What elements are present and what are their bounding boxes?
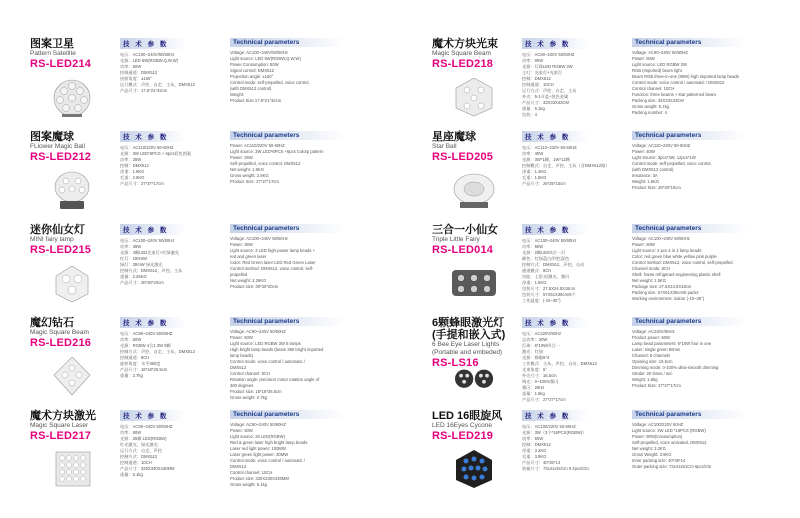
magic-laser-image — [38, 448, 100, 490]
english-specs — [230, 38, 415, 104]
spec-line: Channel: 8 channels — [632, 353, 671, 358]
spec-line: 功率：50W — [120, 337, 142, 342]
spec-line: Gross weight: 2.7kg — [230, 395, 268, 400]
spec-line: 产品尺寸：40*36*14 — [522, 460, 561, 465]
spec-line: 光源：3W*1颗，1W*12颗 — [522, 157, 570, 162]
product-model: RS-LED217 — [30, 430, 92, 442]
spec-line: Weight: 1.6kg — [632, 377, 658, 382]
spec-line: Packing number: 4 — [632, 110, 667, 115]
spec-line: Net weight: 3.2KG — [632, 446, 666, 451]
spec-line: Lamp bead parameters: 6*10W four in one — [632, 341, 712, 346]
spec-line: 产品尺寸：33X33X43CM — [522, 100, 570, 105]
product-led212 — [30, 123, 420, 213]
cyclone-light-image — [440, 448, 502, 490]
product-name-en: LED 16Eyes Cycone — [432, 422, 492, 429]
spec-line: 功率：50W — [120, 64, 142, 69]
magic-diamond-image — [38, 355, 100, 397]
product-name-cn: 三合一小仙女 — [432, 224, 498, 236]
spec-line: 重量：2.7kg — [120, 373, 143, 378]
spec-line: 毛重：3.9KG — [522, 454, 547, 459]
english-specs — [230, 317, 415, 401]
header-en: Technical parameters — [632, 131, 748, 140]
spec-line: 功率：60W — [522, 244, 544, 249]
spec-line: Power: 36W — [230, 242, 253, 247]
spec-line: Laser: single green 50mw — [632, 347, 680, 352]
spec-line: High bright lamp beads (beam 360 bright imported — [230, 347, 324, 352]
header-en: Technical parameters — [230, 317, 346, 326]
header-cn: 技 术 参 数 — [120, 317, 186, 328]
chinese-specs — [120, 131, 215, 187]
spec-line: 毛重：1.5KG — [522, 175, 547, 180]
spec-line: Working environment: indoor (-10~35°) — [632, 296, 705, 301]
spec-line: 功率：25W — [120, 157, 142, 162]
chinese-specs — [522, 38, 617, 118]
spec-line: 净重：3.2KG — [522, 448, 547, 453]
spec-line: Opening size: 16.5cm — [632, 359, 673, 364]
spec-line: 控制方式：DMX512，声控，自动 — [522, 262, 585, 267]
spec-line: 频闪：20Hz — [522, 385, 545, 390]
spec-line: 运行方式：声控、自走、主从 — [522, 88, 577, 93]
spec-line: 光源：2颗LED/4合一灯 — [522, 250, 566, 255]
spec-line: 电压：AC110~220V 50-60HZ — [522, 145, 577, 150]
spec-line: Light source: LED RGBW 3W 8 lamps — [230, 341, 301, 346]
product-model: RS-LED215 — [30, 244, 92, 256]
product-title — [432, 38, 524, 71]
spec-line: Power Consumption: 50W — [230, 62, 279, 67]
spec-line: 控制通道：10CH — [522, 82, 554, 87]
spec-line: Product Size: 27*27*17cm — [632, 383, 681, 388]
english-specs — [230, 131, 415, 185]
spec-line: Product size: 30*30*20cm — [230, 284, 279, 289]
chinese-specs — [522, 317, 617, 403]
spec-line: Color: Red Green laser LED Red Green Laser — [230, 260, 316, 265]
spec-line: 旋转角度：水平360度 — [120, 361, 161, 366]
spec-line: 光源：LED 6W(RGBW,Q,W,W) — [120, 58, 179, 63]
spec-line: Power: 80W(Consumption) — [632, 434, 683, 439]
spec-line: Insurance: 3A — [632, 173, 658, 178]
spec-line: Light source: 3 LED high-power lamp beads + — [230, 248, 316, 253]
spec-line: DMX512 — [230, 464, 247, 469]
spec-line: Red & green laser high bright lamp beads — [230, 440, 308, 445]
triple-fairy-image — [440, 262, 502, 304]
english-specs — [230, 410, 415, 488]
spec-line: 工作温度：(-10~35°) — [522, 298, 561, 303]
spec-line: Product Size: 26*26*15cm — [632, 185, 681, 190]
product-name-en: MINI fairy lamp — [30, 236, 74, 243]
spec-line: 360 degrees — [230, 383, 254, 388]
spec-line: 包装：4 — [522, 112, 537, 117]
spec-line: Voltage: AC220V/50Hz — [632, 329, 675, 334]
product-led214 — [30, 30, 420, 120]
spec-line: 重量：5.1kg — [120, 472, 143, 477]
header-en: Technical parameters — [230, 131, 346, 140]
spec-line: Net weight: 1.5KG — [632, 278, 666, 283]
header-en: Technical parameters — [632, 224, 748, 233]
product-led205 — [432, 123, 800, 213]
spec-line: 毛重：2.6KG — [120, 175, 145, 180]
product-model: RS-LED214 — [30, 58, 92, 70]
spec-line: 红光激光、绿光激光 — [120, 442, 158, 447]
spec-line: Voltage: AC100~240V 50/60Hz — [632, 236, 690, 241]
header-en: Technical parameters — [632, 38, 748, 47]
spec-line: 功率：60W — [120, 430, 142, 435]
header-en: Technical parameters — [632, 410, 748, 419]
spec-line: Power: 80W — [632, 56, 655, 61]
spec-line: 产品尺寸：27*27*17cm — [522, 397, 566, 402]
product-title — [30, 410, 122, 443]
english-specs — [230, 224, 415, 290]
spec-line: 产品尺寸：330X330X430MM — [120, 466, 175, 471]
spec-line: Control channel: 10CH — [230, 470, 273, 475]
product-title — [432, 131, 524, 164]
english-specs — [632, 224, 800, 302]
spec-line: red and green laser — [230, 254, 267, 259]
spec-line: Rotation angle: precision motor rotation angle of — [230, 377, 320, 382]
product-model: RS-LED212 — [30, 151, 92, 163]
spec-line: Color: red green blue white yellow pink purple — [632, 254, 717, 259]
spec-line: Control method: DMX512, voice control, self-propelled — [632, 260, 733, 265]
star-ball-image — [440, 169, 502, 211]
spec-line: Voltage: AC100~240V 50/60Hz — [230, 236, 288, 241]
product-name-en: Pattern Satellite — [30, 50, 76, 57]
header-en: Technical parameters — [230, 224, 346, 233]
product-name-cn: 迷你仙女灯 — [30, 224, 85, 236]
spec-line: 净重：1.9KG — [120, 169, 145, 174]
english-specs — [632, 410, 800, 470]
left-column — [30, 30, 420, 492]
header-cn: 技 术 参 数 — [522, 131, 588, 142]
spec-line: 运行模式：声控、自走、主从、DMX512 — [120, 82, 195, 87]
english-specs — [632, 38, 800, 116]
spec-line: Self-propelled, voice control, DMX512 — [230, 161, 301, 166]
spec-line: Control mode: voice control / automatic / — [230, 359, 305, 364]
spec-line: 控制通道：10CH — [120, 460, 152, 465]
header-cn: 技 术 参 数 — [522, 410, 588, 421]
spec-line: 控制：DMX512 — [522, 442, 551, 447]
spec-line: 光源：灯珠LED RGBW 3W — [522, 64, 573, 69]
spec-line: 主灯：光束灯+光束灯 — [522, 70, 563, 75]
product-led219 — [432, 402, 800, 492]
spec-line: 电压：AC90~240V 50/60HZ — [522, 52, 575, 57]
header-cn: 技 术 参 数 — [120, 131, 186, 142]
spec-line: Voltage: AC90~240V 50/60HZ — [230, 329, 286, 334]
spec-line: Control mode: self-propelled, voice control, — [632, 161, 712, 166]
header-cn: 技 术 参 数 — [120, 224, 186, 235]
right-column — [432, 30, 800, 492]
product-model: RS-LED218 — [432, 58, 494, 70]
spec-line: 电压：AC110/220V 50-60HZ — [120, 145, 174, 150]
magic-ball-image — [38, 169, 100, 211]
spec-line: Strobe: 20 times / sec — [632, 371, 673, 376]
product-name-cn: 魔幻钻石 — [30, 317, 74, 329]
spec-line: 功率：40W — [522, 151, 544, 156]
spec-line: Package size: 27.5X24.5X18cm — [632, 284, 692, 289]
product-model: RS-LED014 — [432, 244, 494, 256]
chinese-specs — [120, 410, 215, 478]
spec-line: 产品尺寸：30*30*20cm — [120, 280, 164, 285]
chinese-specs — [522, 131, 617, 187]
spec-line: 外壳尺寸：16.5cm — [522, 373, 557, 378]
spec-line: Gross weight: 5.1kg — [632, 104, 670, 109]
header-cn: 技 术 参 数 — [522, 317, 588, 328]
spec-line: 颜色：红绿蓝白/四色混色 — [522, 256, 570, 261]
spec-line: 功能：七彩光/激光、频闪 — [522, 274, 570, 279]
product-name-cn: LED 16眼旋风 — [432, 410, 503, 422]
spec-line: 装箱尺寸：73x41x51Cm 6 4pcs/Ctn — [522, 466, 589, 471]
spec-line: Weight: — [230, 92, 245, 97]
spec-line: 光源：蜂眼6*4 — [522, 355, 550, 360]
product-model: RS-LED205 — [432, 151, 494, 163]
spec-line: Dimming mode: 0-100% ultra-smooth dimming — [632, 365, 719, 370]
spec-line: Voltage: AC110~220V 50-60HZ — [632, 143, 691, 148]
spec-line: Product size: 18*18*26.5cm — [230, 389, 282, 394]
product-name-en: Star Ball — [432, 143, 457, 150]
product-led216 — [30, 309, 420, 399]
spec-line: Packing size: 33X33X43CM — [632, 98, 684, 103]
product-led218 — [432, 30, 800, 120]
spec-line: Control method: DMX512, voice control, self- — [230, 266, 314, 271]
spec-line: Product power: 60W — [632, 335, 670, 340]
chinese-specs — [522, 410, 617, 472]
spec-line: 电压：AC100~240V/60/50Hz — [120, 52, 175, 57]
spec-line: 控制方式：声控、自走、主从、DMX512 — [120, 349, 195, 354]
spec-line: Voltage: AC100~240V/60/50Hz — [230, 50, 288, 55]
spec-line: 净重：1.5KG — [522, 280, 547, 285]
spec-line: 电压：AC220V/50Hz — [522, 331, 562, 336]
spec-line: 电压：AC100~240V 50/60Hz — [120, 238, 175, 243]
spec-line: Net weight: 2.26KG — [230, 278, 267, 283]
product-model: RS-LED219 — [432, 430, 494, 442]
spec-line: 控制：DMX512 — [522, 76, 551, 81]
header-en: Technical parameters — [230, 38, 346, 47]
spec-line: Inner packing size: 40*36*14 — [632, 458, 686, 463]
spec-line: 产品尺寸：26*26*15cm — [522, 181, 566, 186]
fairy-lamp-image — [38, 262, 100, 304]
product-title — [30, 317, 122, 350]
spec-line: 总功率：20W — [522, 337, 548, 342]
spec-line: Light source: 25 LED(RGBW) — [230, 434, 285, 439]
satellite-light-image — [38, 76, 100, 118]
spec-line: 通道模式：8CH — [522, 268, 552, 273]
spec-line: Power: 40W — [632, 149, 655, 154]
product-led215 — [30, 216, 420, 306]
spec-line: Control channel: 10CH — [632, 86, 675, 91]
spec-line: Control mode: voice control / automatic / — [230, 458, 305, 463]
spec-line: Signal control: DMX512 — [230, 68, 274, 73]
spec-line: Gross weight: 2.6KG — [230, 173, 269, 178]
spec-line: 红灯：100mW — [120, 256, 147, 261]
spec-line: 灯珠：6*10W四合一 — [522, 343, 560, 348]
spec-line: 重量：1.6kg — [522, 391, 545, 396]
spec-line: Outer packing size: 73x41x51Cm 6pcs/Ctn — [632, 464, 712, 469]
product-name-cn: 6颗蜂眼激光灯(手提和嵌入式) — [432, 317, 506, 341]
spec-line: 电压：AC90~240V 50/60HZ — [120, 331, 173, 336]
product-title — [30, 38, 122, 71]
product-name-en: Triple Little Fairy — [432, 236, 480, 243]
spec-line: propelled — [230, 272, 248, 277]
spec-line: Light source: 2 pcs 4 in 1 lamp beads — [632, 248, 702, 253]
spec-line: Control channel: 8CH — [230, 371, 271, 376]
header-en: Technical parameters — [230, 410, 346, 419]
spec-line: 光源：3W LED*6PCS + 6pcs彩色图案 — [120, 151, 192, 156]
spec-line: Packing size: 57X51X39cm/6 packs — [632, 290, 699, 295]
spec-line: 功率：36W — [120, 244, 142, 249]
english-specs — [632, 131, 800, 191]
spec-line: 产品尺寸：17.5*21*32cm — [120, 88, 168, 93]
spec-line: Light source: LED 6W(RGBW,Q,W,W) — [230, 56, 301, 61]
spec-line: Light source: 3W LED*6PCS +6pcs Colorp pattern — [230, 149, 324, 154]
spec-line: 控制：DMX512 — [120, 163, 149, 168]
spec-line: (with DMX512 control) — [632, 167, 674, 172]
header-cn: 技 术 参 数 — [522, 224, 588, 235]
spec-line: 功率：80W — [522, 58, 544, 63]
magic-beam-image — [440, 76, 502, 118]
product-title — [30, 224, 122, 257]
spec-line: Projection angle: ±150° — [230, 74, 274, 79]
spec-line: Power: 50W — [230, 335, 253, 340]
spec-line: 控制通道：DMX512 — [120, 70, 158, 75]
spec-line: Light Source: 3pcs*3W, 12pcs*1W — [632, 155, 696, 160]
spec-line: Power: AC110/220V 50-60HZ — [230, 143, 285, 148]
spec-line: Product Size: 27*27*17cm — [230, 179, 279, 184]
product-model: RS-LED216 — [30, 337, 92, 349]
spec-line: 电压：AC100~240V 50/60Hz — [522, 238, 577, 243]
spec-line: 光源：3W（3个*16PCS(RGBW)） — [522, 430, 587, 435]
spec-line: 投射角度：±150° — [120, 76, 152, 81]
product-name-en: FLlower Magic Ball — [30, 143, 85, 150]
spec-line: Channel mode: 8CH — [632, 266, 670, 271]
spec-line: Shell: frame refrigerant engineering plastic shell — [632, 272, 721, 277]
product-ls14 — [432, 216, 800, 306]
spec-line: 激光：红绿 — [522, 349, 543, 354]
product-model: RS-LS16 — [432, 357, 479, 369]
chinese-specs — [120, 317, 215, 379]
product-title — [432, 224, 524, 257]
spec-line: 包装尺寸：57X51X39cm/6个 — [522, 292, 576, 297]
product-ls16 — [432, 309, 800, 402]
spec-line: 控制方式：DMX512，声控，主从 — [120, 268, 183, 273]
product-name-en: Magic Square Beam — [30, 329, 89, 336]
spec-line: Function: three beams + star patterned beam — [632, 92, 716, 97]
spec-line: 光束角度：5° — [522, 367, 547, 372]
spec-line: 光源：4颗LED光束灯+红绿激光 — [120, 250, 179, 255]
product-title — [432, 410, 524, 443]
spec-line: Voltage: AC100/220V 50HZ — [632, 422, 684, 427]
product-name-en: Magic Square Beam — [432, 50, 491, 57]
spec-line: Light source: LED RGBW 3W — [632, 62, 687, 67]
spec-line: 工作模式：主从、声控、自动、DMX512 — [522, 361, 597, 366]
spec-line: Product Size:17.5*21*32cm — [230, 98, 282, 103]
spec-line: 控制方式：DMX512 — [120, 454, 158, 459]
spec-line: Gross Weight: 3.9KG — [632, 452, 672, 457]
spec-line: 电压：AC100/220V 50-60HZ — [522, 424, 576, 429]
product-name-cn: 星座魔球 — [432, 131, 476, 143]
bee-eye-laser-image — [440, 365, 502, 397]
product-name-cn: 魔术方块激光 — [30, 410, 96, 422]
spec-line: Voltage: AC90~240V 50/60HZ — [632, 50, 688, 55]
spec-line: Power: 60W — [230, 428, 253, 433]
product-led217 — [30, 402, 420, 492]
spec-line: Self-propelled, voice activated, DMX512 — [632, 440, 707, 445]
chinese-specs — [120, 38, 215, 94]
product-title — [432, 317, 524, 370]
spec-line: Voltage: AC90~240V 50/60HZ — [230, 422, 286, 427]
chinese-specs — [120, 224, 215, 286]
spec-line: 调光：0~100%频闪 — [522, 379, 559, 384]
spec-line: 外壳：5-1开盖+黑色金属 — [522, 94, 569, 99]
spec-line: 运行方式：自走、声控 — [120, 448, 162, 453]
spec-line: lamp beads) — [230, 353, 254, 358]
spec-line: Weight: 1.5KG — [632, 179, 660, 184]
spec-line: DMX512 — [230, 365, 247, 370]
spec-line: 控制模式：自走、声控、主从（含DMX512路） — [522, 163, 610, 168]
product-title — [30, 131, 122, 164]
english-specs — [632, 317, 800, 389]
spec-line: Laser green light power: 30MW — [230, 452, 289, 457]
spec-line: Control mode: self-propelled, voice control, — [230, 80, 310, 85]
spec-line: 功率：50W — [522, 436, 544, 441]
header-cn: 技 术 参 数 — [120, 38, 186, 49]
spec-line: Product size: 330X330X430MM — [230, 476, 289, 481]
spec-line: Laser red light power: 100MW — [230, 446, 286, 451]
header-cn: 技 术 参 数 — [522, 38, 588, 49]
spec-line: RGB (imported) beam light — [632, 68, 682, 73]
spec-line: 控制通道：8CH — [120, 355, 150, 360]
spec-line: 包装尺寸：27.5X24.5X18cm — [522, 286, 576, 291]
product-name-en: 6 Bee Eye Laser Lights (Portable and embeded) — [432, 341, 503, 356]
spec-line: 电压：AC90~240V 50/60HZ — [120, 424, 173, 429]
product-name-cn: 图案卫星 — [30, 38, 74, 50]
spec-line: 重量：5.1kg — [522, 106, 545, 111]
spec-line: 产品尺寸：18*18*26.5cm — [120, 367, 168, 372]
spec-line: 净重：1.3KG — [522, 169, 547, 174]
product-name-cn: 图案魔球 — [30, 131, 74, 143]
spec-line: 产品尺寸：27*27*17cm — [120, 181, 164, 186]
spec-line: 重量：2.26KG — [120, 274, 147, 279]
spec-line: Control mode: voice control / automatic / DMX512 — [632, 80, 725, 85]
spec-line: (with DMX512 control) — [230, 86, 272, 91]
spec-line: Gross weight: 5.1kg — [230, 482, 268, 487]
product-name-cn: 魔术方块光束 — [432, 38, 498, 50]
product-name-en: Magic Square Laser — [30, 422, 89, 429]
spec-line: Light source: 3W LED *16PCS (RGBW) — [632, 428, 706, 433]
spec-line: 光源：25颗 LED(RGBW) — [120, 436, 167, 441]
spec-line: Net weight: 1.9KG — [230, 167, 264, 172]
header-en: Technical parameters — [632, 317, 748, 326]
spec-line: Power: 25W — [230, 155, 253, 160]
chinese-specs — [522, 224, 617, 304]
header-cn: 技 术 参 数 — [120, 410, 186, 421]
spec-line: Power: 60W — [632, 242, 655, 247]
spec-line: 光源：RGBW 4合1 3W 8颗 — [120, 343, 171, 348]
spec-line: Beam RGB three-in-one (80W) high imported lamp beads — [632, 74, 739, 79]
spec-line: 绿灯：30mW 绿光激光 — [120, 262, 163, 267]
